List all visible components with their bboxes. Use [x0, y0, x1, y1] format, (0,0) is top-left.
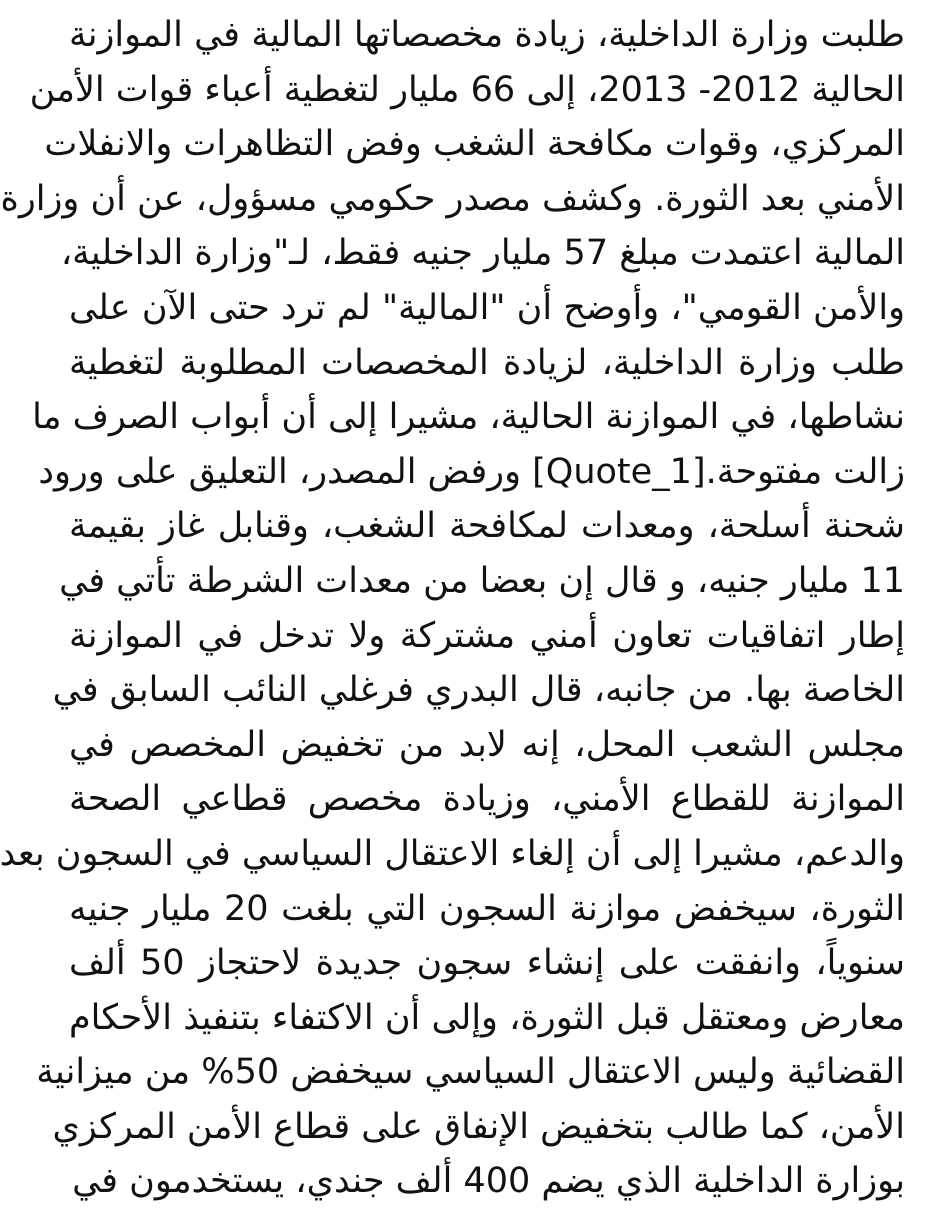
text-line-18: سنوياً، وانفقت على إنشاء سجون جديدة لاحتجاز 50 ألف: [69, 943, 906, 984]
text-line-1: طلبت وزارة الداخلية، زيادة مخصصاتها المالية في الموازنة: [69, 15, 905, 55]
text-line-19: معارض ومعتقل قبل الثورة، وإلى أن الاكتفاء بتنفيذ الأحكام: [69, 997, 905, 1038]
text-line-6: والأمن القومي"، وأوضح أن "المالية" لم ترد حتى الآن على: [69, 287, 905, 328]
text-line-15: الموازنة للقطاع الأمني، وزيادة مخصص قطاعي الصحة: [69, 779, 905, 820]
text-line-17: الثورة، سيخفض موازنة السجون التي بلغت 20 مليار جنيه: [69, 888, 905, 929]
text-line-2: الحالية 2012- 2013، إلى 66 مليار لتغطية أعباء قوات الأمن: [29, 69, 905, 110]
text-line-22: بوزارة الداخلية الذي يضم 400 ألف جندي، يستخدمون في: [72, 1161, 905, 1202]
text-line-12: إطار اتفاقيات تعاون أمني مشتركة ولا تدخل في الموازنة: [69, 615, 905, 656]
text-line-20: القضائية وليس الاعتقال السياسي سيخفض 50% من ميزانية: [36, 1052, 905, 1093]
text-line-4: الأمني بعد الثورة. وكشف مصدر حكومي مسؤول، عن أن وزارة: [0, 178, 905, 219]
text-line-16: والدعم، مشيرا إلى أن إلغاء الاعتقال السياسي في السجون بعد: [0, 833, 905, 874]
article-body: [0, 8, 906, 1209]
text-line-11: 11 مليار جنيه، و قال إن بعضا من معدات الشرطة تأتي في: [59, 560, 905, 601]
text-line-8: نشاطها، في الموازنة الحالية، مشيرا إلى أن أبواب الصرف ما: [32, 397, 905, 438]
text-line-3: المركزي، وقوات مكافحة الشغب وفض التظاهرات والانفلات: [44, 124, 905, 165]
text-line-5: المالية اعتمدت مبلغ 57 مليار جنيه فقط، لـ"وزارة الداخلية،: [60, 233, 905, 274]
text-line-14: مجلس الشعب المحل، إنه لابد من تخفيض المخصص في: [69, 724, 905, 765]
text-line-10: شحنة أسلحة، ومعدات لمكافحة الشغب، وقنابل غاز بقيمة: [69, 506, 905, 547]
text-line-7: طلب وزارة الداخلية، لزيادة المخصصات المطلوبة لتغطية: [69, 342, 905, 383]
text-line-21: الأمن، كما طالب بتخفيض الإنفاق على قطاع الأمن المركزي: [52, 1106, 905, 1147]
text-line-13: الخاصة بها. من جانبه، قال البدري فرغلي النائب السابق في: [52, 670, 905, 711]
text-line-9: زالت مفتوحة.[Quote_1] ورفض المصدر، التعليق على ورود: [38, 451, 905, 492]
